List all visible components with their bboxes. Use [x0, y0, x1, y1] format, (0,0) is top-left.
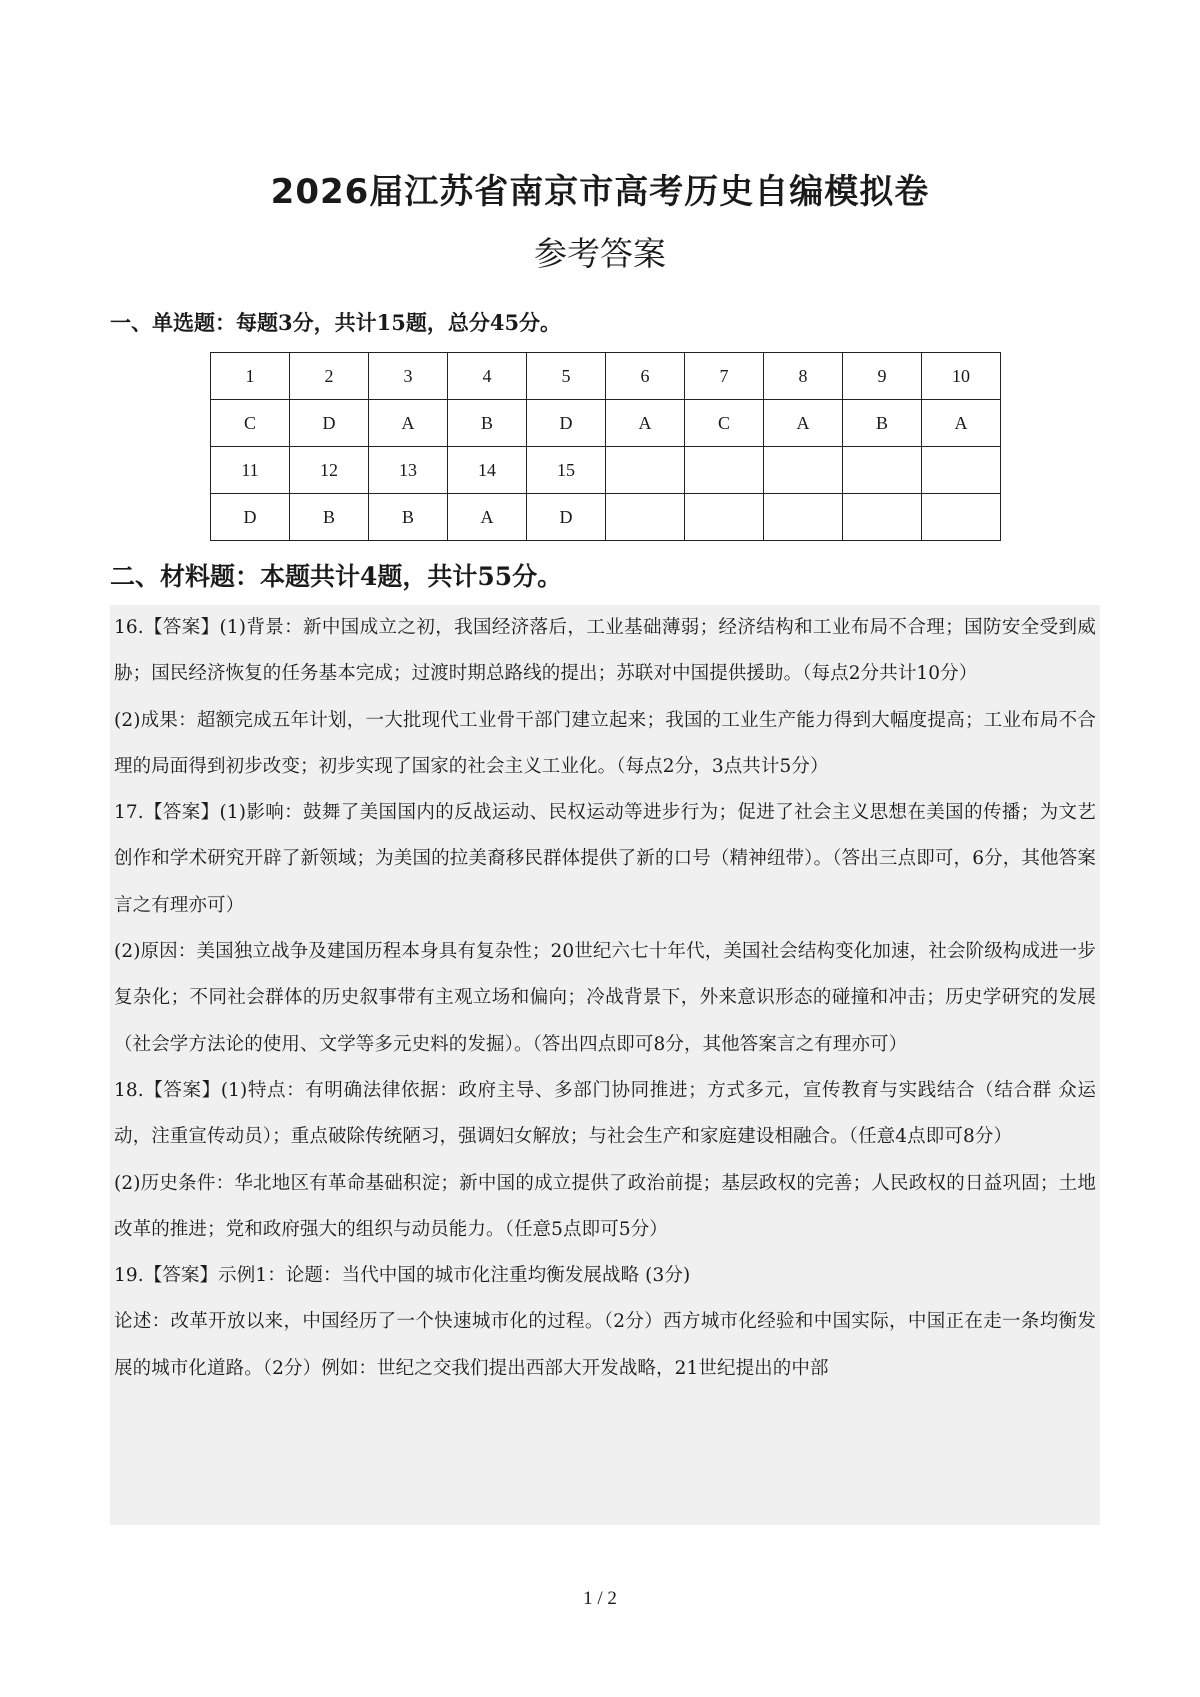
table-cell: 3 — [369, 353, 448, 400]
answer-paragraph: 17.【答案】(1)影响：鼓舞了美国国内的反战运动、民权运动等进步行为；促进了社会主义思想在美国的传播；为文艺创作和学术研究开辟了新领域；为美国的拉美裔移民群体提供了新的口号（精神纽带）。（答出三点即可，6分，其他答案言之有理亦可） — [114, 802, 1096, 916]
table-row — [211, 400, 1001, 447]
section2-heading: 二、材料题：本题共计4题，共计55分。 — [110, 562, 563, 591]
table-cell: 14 — [448, 447, 527, 494]
table-cell: A — [764, 400, 843, 447]
table-cell: C — [685, 400, 764, 447]
table-row — [211, 494, 1001, 541]
table-cell — [922, 447, 1001, 494]
table-row — [211, 353, 1001, 400]
table-cell — [685, 494, 764, 541]
answer-paragraph: (2)历史条件：华北地区有革命基础积淀；新中国的成立提供了政治前提；基层政权的完善；人民政权的日益巩固；土地改革的推进；党和政府强大的组织与动员能力。（任意5点即可5分） — [114, 1172, 1096, 1240]
answer-paragraph: (2)原因：美国独立战争及建国历程本身具有复杂性；20世纪六七十年代，美国社会结构变化加速，社会阶级构成进一步复杂化；不同社会群体的历史叙事带有主观立场和偏向；冷战背景下，外来意识形态的碰撞和冲击；历史学研究的发展（社会学方法论的使用、文学等多元史料的发掘）。（答出四点即可8分，其他答案言之有理亦可） — [114, 941, 1096, 1055]
table-cell — [764, 447, 843, 494]
table-cell: A — [448, 494, 527, 541]
document-subtitle: 参考答案 — [534, 234, 666, 273]
table-cell: 5 — [527, 353, 606, 400]
table-cell: 15 — [527, 447, 606, 494]
table-cell — [685, 447, 764, 494]
answer-block — [110, 605, 1100, 1525]
table-cell: 8 — [764, 353, 843, 400]
table-row — [211, 447, 1001, 494]
table-cell: 9 — [843, 353, 922, 400]
table-cell: D — [290, 400, 369, 447]
table-cell — [922, 494, 1001, 541]
table-cell — [764, 494, 843, 541]
answer-paragraph: 18.【答案】(1)特点：有明确法律依据：政府主导、多部门协同推进；方式多元，宣传教育与实践结合（结合群 众运动，注重宣传动员）；重点破除传统陋习，强调妇女解放；与社会生产和家庭建设相融合。（任意4点即可8分） — [114, 1079, 1096, 1148]
table-cell: 4 — [448, 353, 527, 400]
section1-heading: 一、单选题：每题3分，共计15题，总分45分。 — [110, 310, 562, 335]
table-cell: D — [527, 400, 606, 447]
document-title: 2026届江苏省南京市高考历史自编模拟卷 — [270, 172, 930, 212]
table-cell — [843, 494, 922, 541]
table-cell: A — [369, 400, 448, 447]
table-cell — [843, 447, 922, 494]
table-cell — [606, 447, 685, 494]
table-cell: 6 — [606, 353, 685, 400]
table-cell: B — [448, 400, 527, 447]
answer-paragraph: (2)成果：超额完成五年计划，一大批现代工业骨干部门建立起来；我国的工业生产能力得到大幅度提高；工业布局不合理的局面得到初步改变；初步实现了国家的社会主义工业化。（每点2分，3点共计5分） — [114, 709, 1096, 777]
table-cell: 2 — [290, 353, 369, 400]
table-cell: D — [211, 494, 290, 541]
table-cell: 11 — [211, 447, 290, 494]
answer-paragraph: 19.【答案】示例1：论题：当代中国的城市化注重均衡发展战略 (3分) — [114, 1265, 691, 1287]
answer-paragraph: 16.【答案】(1)背景：新中国成立之初，我国经济落后，工业基础薄弱；经济结构和工业布局不合理；国防安全受到威胁；国民经济恢复的任务基本完成；过渡时期总路线的提出；苏联对中国提供援助。（每点2分共计10分） — [114, 617, 1096, 685]
table-cell: 13 — [369, 447, 448, 494]
answer-table — [210, 352, 1001, 541]
table-cell: B — [369, 494, 448, 541]
table-cell: A — [922, 400, 1001, 447]
table-cell: 1 — [211, 353, 290, 400]
table-cell: 7 — [685, 353, 764, 400]
table-cell: 10 — [922, 353, 1001, 400]
table-cell: 12 — [290, 447, 369, 494]
table-cell: A — [606, 400, 685, 447]
table-cell: D — [527, 494, 606, 541]
answer-paragraph: 论述：改革开放以来，中国经历了一个快速城市化的过程。（2分）西方城市化经验和中国实际，中国正在走一条均衡发展的城市化道路。（2分）例如：世纪之交我们提出西部大开发战略，21世纪提出的中部 — [114, 1311, 1096, 1379]
page-number: 1 / 2 — [583, 1588, 617, 1609]
table-cell — [606, 494, 685, 541]
table-cell: B — [843, 400, 922, 447]
table-cell: B — [290, 494, 369, 541]
table-cell: C — [211, 400, 290, 447]
